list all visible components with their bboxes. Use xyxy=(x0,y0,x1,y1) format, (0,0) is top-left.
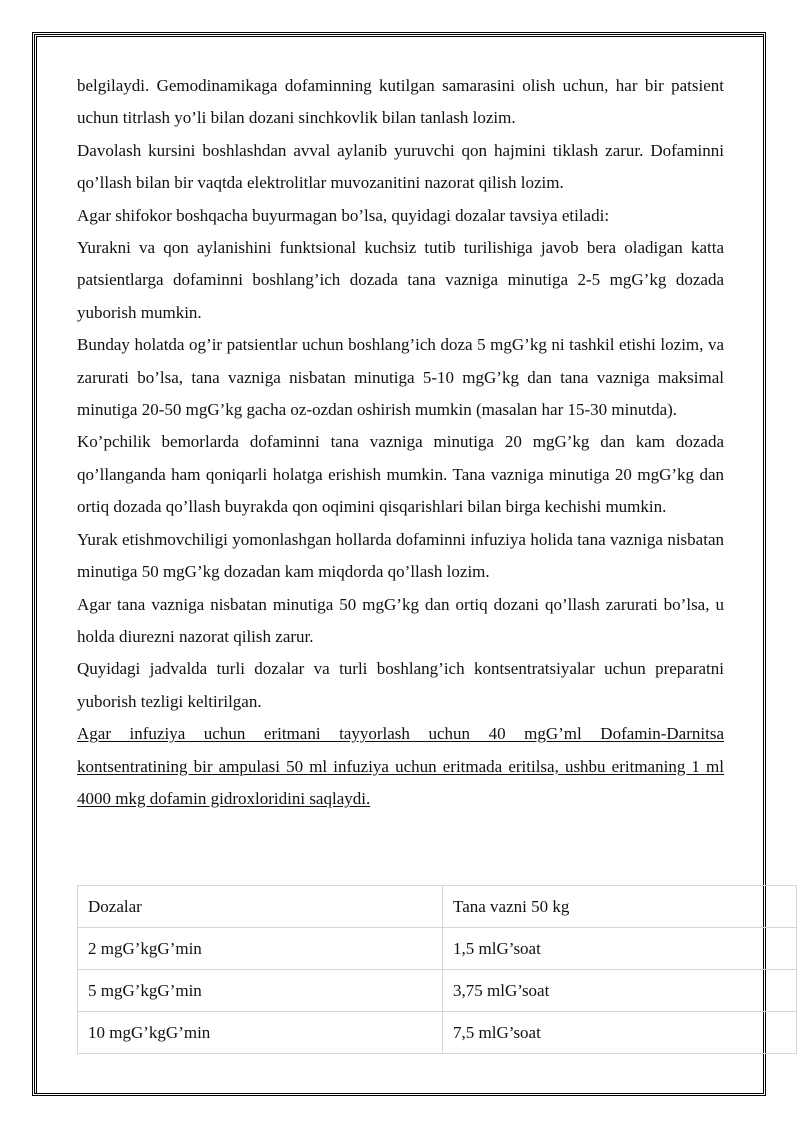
paragraph: belgilaydi. Gemodinamikaga dofaminning kutilgan samarasini olish uchun, har bir patsient uchun titrlash yo’li bilan dozani sinchkovlik bilan tanlash lozim. xyxy=(77,76,724,128)
table-header-cell: Tana vazni 50 kg xyxy=(443,886,797,928)
table-row xyxy=(78,970,797,1012)
paragraph: Agar shifokor boshqacha buyurmagan bo’lsa, quyidagi dozalar tavsiya etiladi: xyxy=(77,205,610,225)
table-cell: 3,75 mlG’soat xyxy=(443,970,797,1012)
table-cell: 7,5 mlG’soat xyxy=(443,1012,797,1054)
paragraph: Quyidagi jadvalda turli dozalar va turli boshlang’ich kontsentratsiyalar uchun preparatni yuborish tezligi keltirilgan. xyxy=(77,659,724,711)
table-cell: 10 mgG’kgG’min xyxy=(78,1012,443,1054)
table-row xyxy=(78,1012,797,1054)
underlined-paragraph: Agar infuziya uchun eritmani tayyorlash uchun 40 mgG’ml Dofamin-Darnitsa kontsentratining bir ampulasi 50 ml infuziya uchun eritmada eritilsa, ushbu eritmaning 1 ml 4000 mkg dofamin gidroxloridini saqlaydi. xyxy=(77,724,724,808)
paragraph: Davolash kursini boshlashdan avval aylanib yuruvchi qon hajmini tiklash zarur. Dofaminni qo’llash bilan bir vaqtda elektrolitlar muvozanitini nazorat qilish lozim. xyxy=(77,140,724,193)
table-row xyxy=(78,928,797,970)
table-header-cell: Dozalar xyxy=(78,886,443,928)
table-cell: 2 mgG’kgG’min xyxy=(78,928,443,970)
dosage-table xyxy=(77,885,797,1054)
paragraph: Bunday holatda og’ir patsientlar uchun boshlang’ich doza 5 mgG’kg ni tashkil etishi lozim, va zarurati bo’lsa, tana vazniga nisbatan minutiga 5-10 mgG’kg dan tana vazniga maksimal minutiga 20-50 mgG’kg gacha oz-ozdan oshirish mumkin (masalan har 15-30 minutda). xyxy=(77,335,724,420)
document-body xyxy=(77,70,724,815)
paragraph: Yurak etishmovchiligi yomonlashgan hollarda dofaminni infuziya holida tana vazniga nisbatan minutiga 50 mgG’kg dozadan kam miqdorda qo’llash lozim. xyxy=(77,529,724,582)
paragraph: Yurakni va qon aylanishini funktsional kuchsiz tutib turilishiga javob bera oladigan katta patsientlarga dofaminni boshlang’ich dozada tana vazniga minutiga 2-5 mgG’kg dozada yuborish mumkin. xyxy=(77,238,724,322)
table-cell: 1,5 mlG’soat xyxy=(443,928,797,970)
table-cell: 5 mgG’kgG’min xyxy=(78,970,443,1012)
paragraph: Ko’pchilik bemorlarda dofaminni tana vazniga minutiga 20 mgG’kg dan kam dozada qo’llanganda ham qoniqarli holatga erishish mumkin. Tana vazniga minutiga 20 mgG’kg dan ortiq dozada qo’llash buyrakda qon oqimini qisqarishlari bilan birga kechishi mumkin. xyxy=(77,432,724,517)
table-header-row xyxy=(78,886,797,928)
paragraph: Agar tana vazniga nisbatan minutiga 50 mgG’kg dan ortiq dozani qo’llash zarurati bo’lsa, u holda diurezni nazorat qilish zarur. xyxy=(77,594,724,646)
